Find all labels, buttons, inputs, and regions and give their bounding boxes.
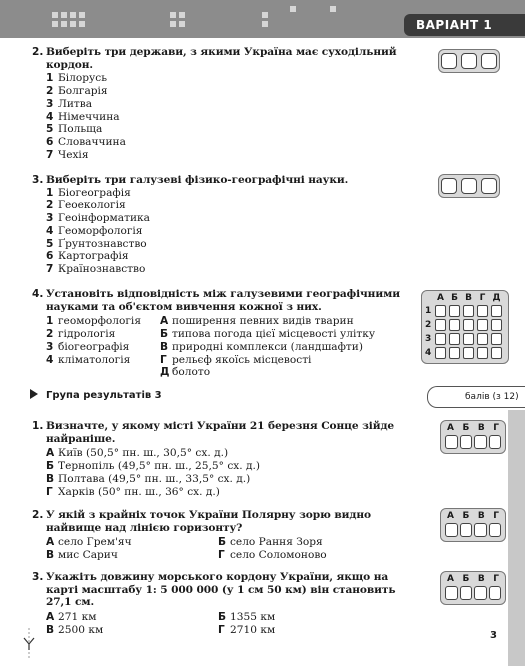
grid-letter: А [437,293,444,303]
option-text: Геоінформатика [58,212,150,225]
grid-cell[interactable] [463,305,474,317]
option-key: 6 [46,250,54,263]
option-text: гідрологія [58,328,116,341]
option-item [46,225,406,238]
grid-row-number: 4 [425,347,432,358]
option-item [46,98,406,111]
option-text: Ґрунтознавство [58,237,147,250]
dot-cluster [170,12,185,27]
question-number: 2. [32,46,44,58]
question-g3-2 [32,509,406,562]
question-text: Визначте, у якому місті України 21 березня Сонце зійде найраніше. [46,420,395,445]
grid-letter: Г [479,293,486,303]
option-item [218,536,398,549]
option-text: Полтава (49,5° пн. ш., 33,5° сх. д.) [58,472,251,485]
option-item [160,354,375,367]
option-text: Київ (50,5° пн. ш., 30,5° сх. д.) [58,447,229,460]
option-item [46,328,160,341]
question-number: 3. [32,571,44,583]
option-text: 2710 км [230,623,276,636]
answer-letter: Г [493,574,499,584]
option-key: 1 [46,186,54,199]
option-item [46,136,406,149]
answer-letter: В [477,423,485,433]
option-item [46,111,406,124]
option-key: 7 [46,262,54,275]
variant-badge: ВАРІАНТ 1 [404,14,525,36]
dot-cluster [330,6,336,12]
option-text: Харків (50° пн. ш., 36° сх. д.) [58,485,220,498]
option-text: село Грем'яч [58,536,132,549]
question-number: 4. [32,288,44,300]
option-key: А [46,536,55,549]
option-key: В [46,623,55,636]
option-text: 1355 км [230,611,276,624]
option-item [46,250,406,263]
option-text: 271 км [58,611,97,624]
option-text: Геоморфологія [58,224,143,237]
option-item [160,328,375,341]
option-text: Країнознавство [58,262,146,275]
group-title: Група результатів 3 [30,389,162,403]
question-3 [32,174,406,276]
option-key: 6 [46,135,54,148]
grid-row-number: 3 [425,333,432,344]
question-text: Виберіть три держави, з якими Україна має суходільний кордон. [46,46,397,71]
grid-row [425,346,502,360]
option-text: Картографія [58,250,129,263]
option-key: 4 [46,353,54,366]
option-key: 3 [46,212,54,225]
option-key: 1 [46,315,54,328]
grid-cell[interactable] [491,347,502,359]
option-text: кліматологія [58,353,131,366]
option-item [160,341,375,354]
option-key: Г [218,623,225,636]
grid-cell[interactable] [477,347,488,359]
option-text: болото [172,366,211,379]
grid-row [425,304,502,318]
option-text: біогеографія [58,340,130,353]
option-text: Геоекологія [58,199,126,212]
question-text: У якій з крайніх точок України Полярну зорю видно найвище над лінією горизонту? [46,509,371,534]
question-g3-3 [32,571,406,637]
option-item [46,263,406,276]
grid-cell[interactable] [491,319,502,331]
answer-box-g3-1[interactable] [440,420,506,454]
answer-letter: Г [493,423,499,433]
option-key: 1 [46,72,54,85]
answer-letter: А [447,423,454,433]
grid-cell[interactable] [477,305,488,317]
option-text: мис Сарич [58,549,118,562]
answer-letter: А [447,574,454,584]
option-key: 4 [46,110,54,123]
option-key: 4 [46,224,54,237]
grid-cell[interactable] [449,347,460,359]
option-key: В [46,549,55,562]
grid-row-number: 2 [425,319,432,330]
option-key: 3 [46,97,54,110]
option-item [46,238,406,251]
option-key: 5 [46,237,54,250]
option-key: В [46,472,55,485]
option-key: 7 [46,148,54,161]
grid-cell[interactable] [449,319,460,331]
option-key: Г [46,485,53,498]
option-text: Чехія [58,148,89,161]
scissors-icon [22,628,36,658]
grid-cell[interactable] [491,305,502,317]
option-item [46,473,406,486]
option-item [46,624,218,637]
grid-cell[interactable] [463,347,474,359]
answer-letter: Г [493,511,499,521]
option-text: природні комплекси (ландшафти) [172,340,363,353]
grid-cell[interactable] [463,319,474,331]
option-key: 3 [46,340,54,353]
question-2 [32,46,406,161]
option-item [46,315,160,328]
dot-cluster [262,12,268,27]
option-key: 2 [46,199,54,212]
grid-cell[interactable] [449,333,460,345]
option-key: А [46,611,55,624]
question-g3-1 [32,420,406,498]
answer-box-g3-3[interactable] [440,571,506,605]
option-text: Польща [58,123,103,136]
option-item [46,354,160,367]
matching-grid[interactable] [421,290,509,364]
option-text: Німеччина [58,110,120,123]
question-number: 1. [32,420,44,432]
grid-cell[interactable] [435,333,446,345]
option-item [46,341,160,354]
option-key: 2 [46,328,54,341]
option-text: Тернопіль (49,5° пн. ш., 25,5° сх. д.) [58,460,260,473]
grid-cell[interactable] [477,319,488,331]
option-item [46,536,218,549]
option-item [46,199,406,212]
grid-cell[interactable] [491,333,502,345]
option-key: В [160,340,169,353]
option-text: Болгарія [58,85,108,98]
option-item [46,187,406,200]
option-item [218,624,398,637]
grid-cell[interactable] [435,347,446,359]
grid-letter: Б [451,293,458,303]
option-key: 5 [46,123,54,136]
grid-letter: Д [492,293,501,303]
option-item [46,460,406,473]
option-item [46,611,218,624]
option-text: рельєф якоїсь місцевості [172,353,312,366]
grid-row [425,332,502,346]
grid-letter: В [465,293,472,303]
option-key: Г [218,549,225,562]
option-text: поширення певних видів тварин [172,315,354,328]
option-key: Д [160,366,170,379]
answer-box-g3-2[interactable] [440,508,506,542]
triangle-icon [30,389,38,399]
option-item [218,611,398,624]
question-text: Укажіть довжину морського кордону України, якщо на карті масштабу 1: 5 000 000 (у 1 см 50 км) він становить 27,1 см. [46,571,396,609]
grid-cell[interactable] [449,305,460,317]
answer-letter: Б [462,423,470,433]
option-key: Г [160,353,167,366]
answer-box-q3[interactable] [438,174,500,198]
option-item [46,123,406,136]
option-text: типова погода цієї місцевості улітку [172,328,376,341]
option-key: Б [218,611,227,624]
dot-cluster [52,12,85,27]
grid-cell[interactable] [435,319,446,331]
option-key: Б [160,328,169,341]
option-text: 2500 км [58,623,104,636]
question-number: 3. [32,174,44,186]
answer-box-q2[interactable] [438,49,500,73]
option-item [46,212,406,225]
answer-letter: В [477,511,485,521]
option-key: Б [218,536,227,549]
grid-cell[interactable] [477,333,488,345]
option-item [46,72,406,85]
option-item [218,549,398,562]
option-item [46,447,406,460]
answer-letter: Б [462,574,470,584]
option-text: геоморфологія [58,315,141,328]
answer-letter: Б [462,511,470,521]
option-text: село Рання Зоря [230,536,323,549]
option-key: 2 [46,85,54,98]
option-text: Литва [58,97,93,110]
option-item [160,366,375,379]
grid-row [425,318,502,332]
answer-letter: А [447,511,454,521]
answer-letter: В [477,574,485,584]
question-text: Установіть відповідність між галузевими географічними науками та об'єктом вивчення кожної з них. [46,288,400,313]
option-text: Біогеографія [58,186,131,199]
score-box: балів (з 12) [427,386,525,408]
dot-cluster [290,6,296,12]
option-key: Б [46,460,55,473]
page-edge-bar [508,410,525,666]
option-text: Словаччина [58,135,126,148]
option-item [46,149,406,162]
option-key: А [46,447,55,460]
option-key: А [160,315,169,328]
page-number: 3 [490,630,497,641]
option-text: Білорусь [58,72,107,85]
grid-cell[interactable] [435,305,446,317]
question-4 [32,288,410,379]
question-text: Виберіть три галузеві фізико-географічні науки. [46,174,349,186]
option-item [46,85,406,98]
grid-row-number: 1 [425,305,432,316]
option-item [46,549,218,562]
question-number: 2. [32,509,44,521]
option-item [160,315,375,328]
option-text: село Соломоново [230,549,327,562]
grid-cell[interactable] [463,333,474,345]
option-item [46,486,406,499]
